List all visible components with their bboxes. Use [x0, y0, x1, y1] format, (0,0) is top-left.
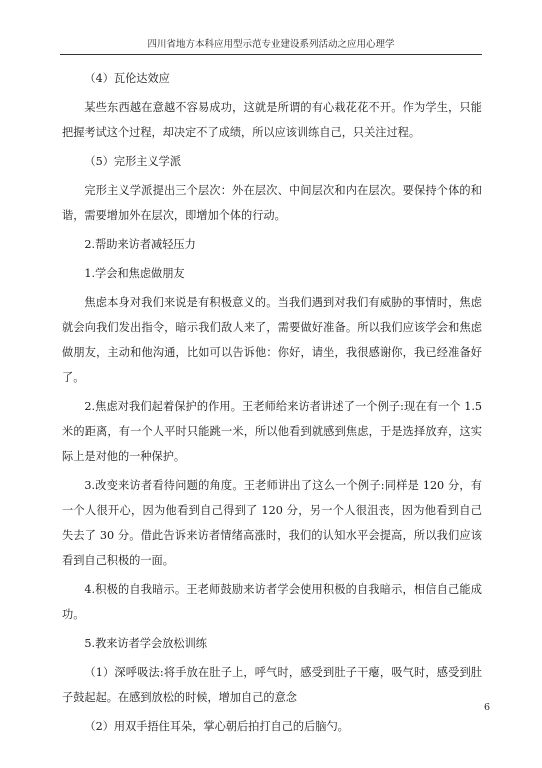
- paragraph-anxiety-meaning: 焦虑本身对我们来说是有积极意义的。当我们遇到对我们有威胁的事情时，焦虑就会向我们发出指令，暗示我们敌人来了，需要做好准备。所以我们应该学会和焦虑做朋友，主动和他沟通，比如可以告诉他：你好，请坐，我很感谢你，我已经准备好了。: [62, 296, 482, 384]
- paragraph-positive-suggestion: 4.积极的自我暗示。王老师鼓励来访者学会使用积极的自我暗示，相信自己能成功。: [62, 583, 482, 621]
- paragraph-deep-breathing: （1）深呼吸法:将手放在肚子上，呼气时，感受到肚子干瘪，吸气时，感受到肚子鼓起起。在感到放松的时候，增加自己的意念: [62, 666, 482, 704]
- heading-reduce-pressure: 2.帮助来访者减轻压力: [84, 238, 196, 251]
- subheading-befriend-anxiety: 1.学会和焦虑做朋友: [84, 267, 185, 280]
- subheading-wallenda-effect: （4）瓦伦达效应: [84, 72, 170, 85]
- paragraph-change-perspective: 3.改变来访者看待问题的角度。王老师讲出了这么一个例子:同样是 120 分，有一个人很开心，因为他看到自己得到了 120 分，另一个人很沮丧，因为他看到自己失去了 30 分。借此告诉来访者情绪高涨时，我们的认知水平会提高，所以我们应该看到自己积极的一面。: [62, 479, 482, 567]
- page-number: 6: [483, 702, 490, 713]
- paragraph-anxiety-protection: 2.焦虑对我们起着保护的作用。王老师给来访者讲述了一个例子:现在有一个 1.5 米的距离，有一个人平时只能跳一米，所以他看到就感到焦虑，于是选择放弃，这实际上是对他的一种保护。: [62, 400, 482, 463]
- document-body: [62, 66, 482, 743]
- subheading-gestalt-school: （5）完形主义学派: [84, 155, 182, 168]
- paragraph-cover-ears: （2）用双手捂住耳朵，掌心朝后拍打自己的后脑勺。: [84, 720, 349, 733]
- subheading-relaxation-training: 5.教来访者学会放松训练: [84, 637, 207, 650]
- page-header: 四川省地方本科应用型示范专业建设系列活动之应用心理学: [60, 36, 482, 55]
- paragraph-gestalt-school: 完形主义学派提出三个层次：外在层次、中间层次和内在层次。要保持个体的和谐，需要增加外在层次，即增加个体的行动。: [62, 184, 482, 222]
- paragraph-wallenda-effect: 某些东西越在意越不容易成功，这就是所谓的有心栽花花不开。作为学生，只能把握考试这个过程，却决定不了成绩，所以应该训练自己，只关注过程。: [62, 101, 482, 139]
